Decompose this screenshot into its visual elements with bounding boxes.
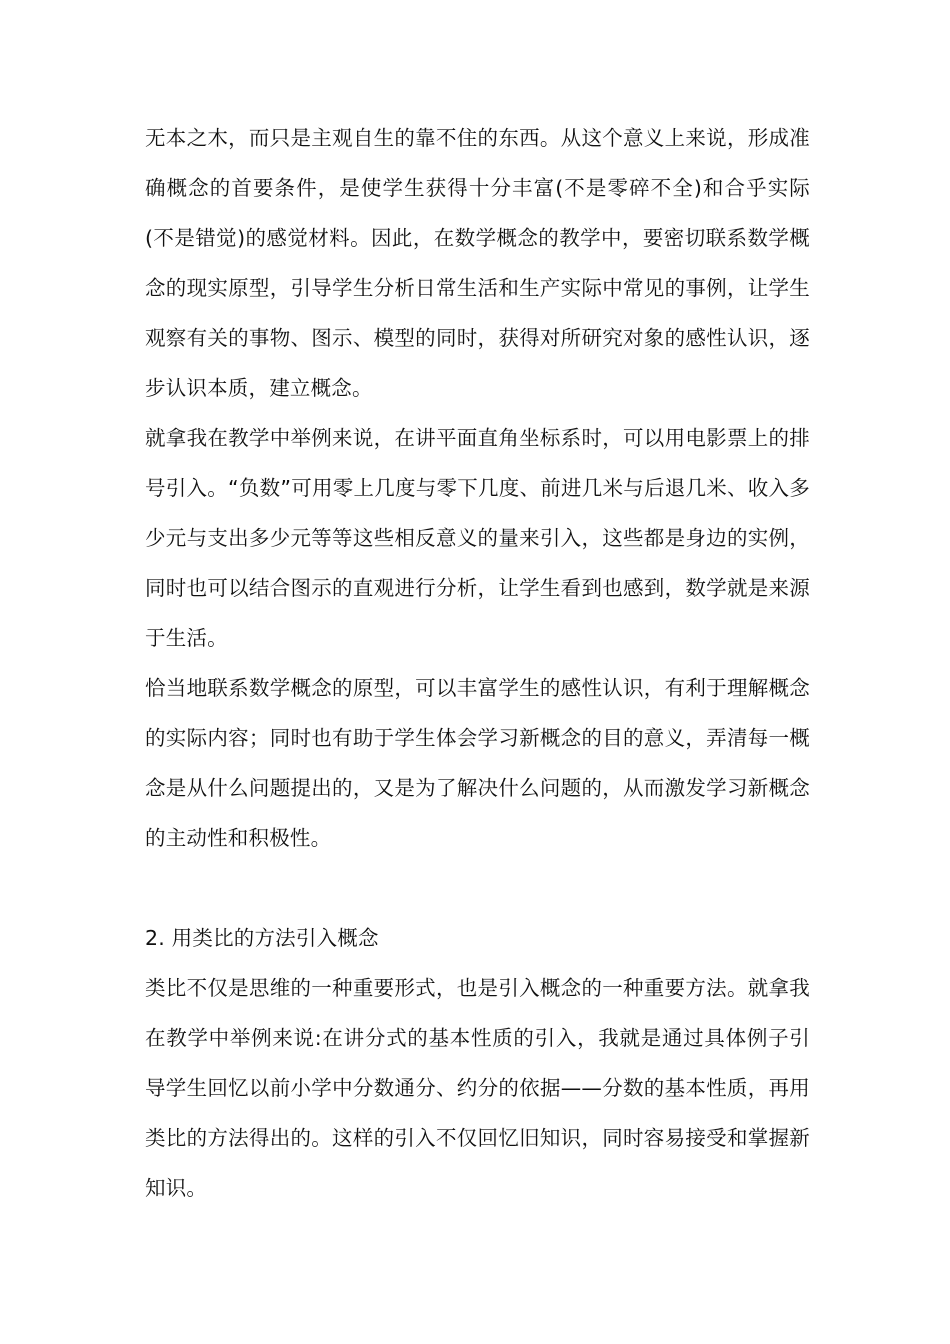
- document-body: [145, 113, 810, 1213]
- paragraph-perceptual-material: 无本之木，而只是主观自生的靠不住的东西。从这个意义上来说，形成准确概念的首要条件，是使学生获得十分丰富(不是零碎不全)和合乎实际(不是错觉)的感觉材料。因此，在数学概念的教学中，要密切联系数学概念的现实原型，引导学生分析日常生活和生产实际中常见的事例，让学生观察有关的事物、图示、模型的同时，获得对所研究对象的感性认识，逐步认识本质，建立概念。: [145, 126, 810, 400]
- paragraph-prototype-benefits: 恰当地联系数学概念的原型，可以丰富学生的感性认识，有利于理解概念的实际内容；同时也有助于学生体会学习新概念的目的意义，弄清每一概念是从什么问题提出的，又是为了解决什么问题的，从而激发学习新概念的主动性和积极性。: [145, 676, 810, 850]
- section-heading: 2. 用类比的方法引入概念: [145, 926, 379, 950]
- paragraph-coordinate-example: 就拿我在教学中举例来说，在讲平面直角坐标系时，可以用电影票上的排号引入。“负数”可用零上几度与零下几度、前进几米与后退几米、收入多少元与支出多少元等等这些相反意义的量来引入，这些都是身边的实例，同时也可以结合图示的直观进行分析，让学生看到也感到，数学就是来源于生活。: [145, 426, 810, 650]
- blank-line: [145, 863, 810, 913]
- paragraph-analogy-method: 类比不仅是思维的一种重要形式，也是引入概念的一种重要方法。就拿我在教学中举例来说:在讲分式的基本性质的引入，我就是通过具体例子引导学生回忆以前小学中分数通分、约分的依据——分数的基本性质，再用类比的方法得出的。这样的引入不仅回忆旧知识，同时容易接受和掌握新知识。: [145, 976, 810, 1200]
